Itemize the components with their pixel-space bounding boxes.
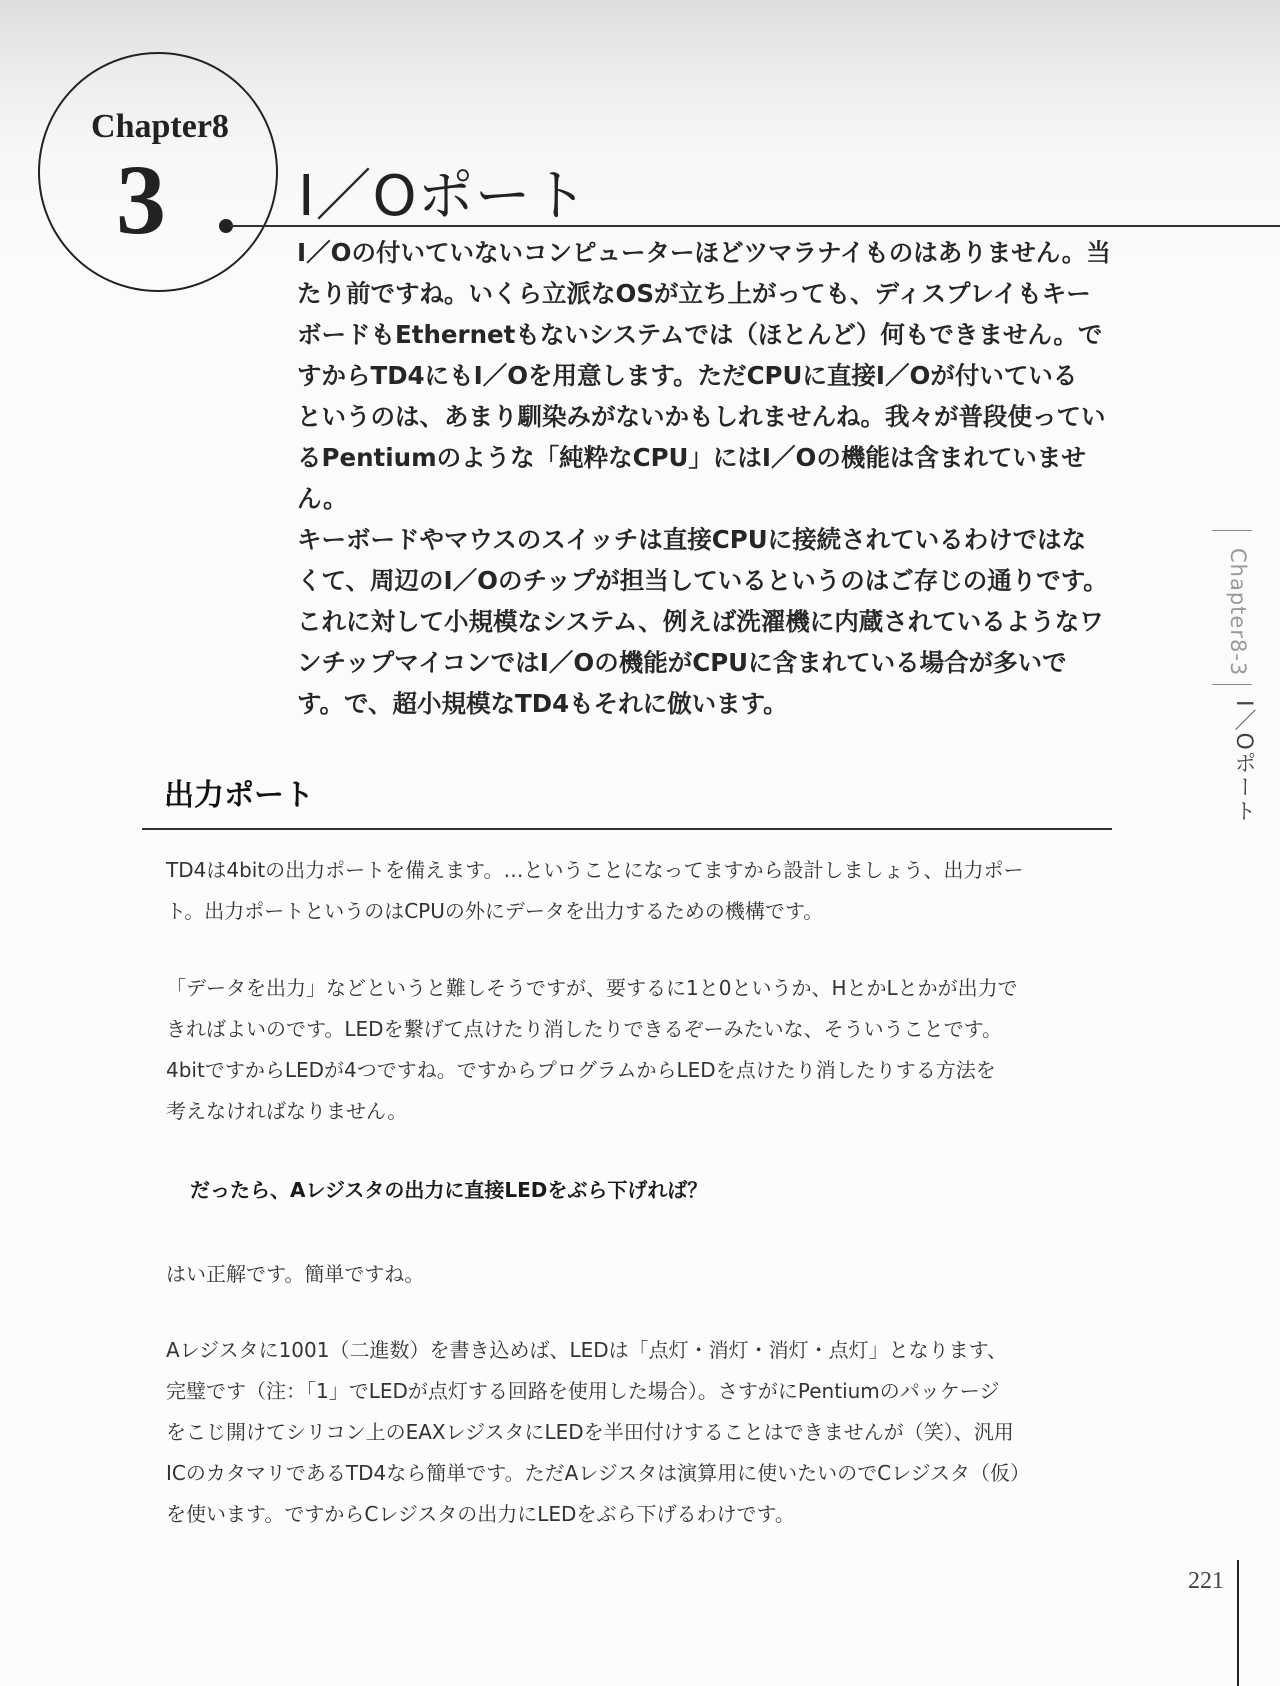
body-line: を使います。ですからCレジスタの出力にLEDをぶら下げるわけです。: [166, 1502, 795, 1526]
intro-paragraph: [297, 232, 1117, 724]
chapter-number: 3: [116, 144, 166, 255]
body-line: をこじ開けてシリコン上のEAXレジスタにLEDを半田付けすることはできませんが（笑）、汎用: [166, 1420, 1014, 1444]
intro-line: す。で、超小規模なTD4もそれに倣います。: [297, 689, 788, 718]
body-line: ICのカタマリであるTD4なら簡単です。ただAレジスタは演算用に使いたいのでCレジスタ（仮）: [166, 1461, 1031, 1485]
page-edge-rule: [1237, 1560, 1239, 1686]
side-tab-divider: [1212, 530, 1252, 531]
intro-line: すからTD4にもI／Oを用意します。ただCPUに直接I／Oが付いている: [297, 361, 1078, 390]
intro-line: キーボードやマウスのスイッチは直接CPUに接続されているわけではな: [297, 525, 1087, 554]
section-heading-rule: [142, 828, 1112, 830]
paragraph-1: [166, 850, 1126, 932]
intro-line: これに対して小規模なシステム、例えば洗濯機に内蔵されているようなワ: [297, 607, 1104, 636]
paragraph-2: [166, 968, 1126, 1132]
intro-line: I／Oの付いていないコンピューターほどツマラナイものはありません。当: [297, 238, 1111, 267]
intro-line: るPentiumのような「純粋なCPU」にはI／Oの機能は含まれていません。: [297, 443, 1086, 513]
intro-line: ボードもEthernetもないシステムでは（ほとんど）何もできません。で: [297, 320, 1103, 349]
intro-line: たり前ですね。いくら立派なOSが立ち上がっても、ディスプレイもキー: [297, 279, 1091, 308]
side-tab-chapter: Chapter8-3: [1226, 548, 1250, 677]
intro-line: というのは、あまり馴染みがないかもしれませんね。我々が普段使ってい: [297, 402, 1106, 431]
chapter-label: Chapter8: [91, 108, 229, 145]
body-line: 完璧です（注：「1」でLEDが点灯する回路を使用した場合）。さすがにPentiumのパッケージ: [166, 1379, 1000, 1403]
body-line: ト。出力ポートというのはCPUの外にデータを出力するための機構です。: [166, 899, 824, 923]
body-line: 考えなければなりません。: [166, 1099, 408, 1123]
side-tab-section: I／Oポート: [1231, 700, 1256, 824]
paragraph-3: [166, 1330, 1126, 1535]
body-line: 「データを出力」などというと難しそうですが、要するに1と0というか、HとかLとかが出力で: [166, 976, 1018, 1000]
body-line: Aレジスタに1001（二進数）を書き込めば、LEDは「点灯・消灯・消灯・点灯」となります、: [166, 1338, 1008, 1362]
intro-line: くて、周辺のI／Oのチップが担当しているというのはご存じの通りです。: [297, 566, 1108, 595]
page-number: 221: [1188, 1568, 1224, 1594]
intro-line: ンチップマイコンではI／Oの機能がCPUに含まれている場合が多いで: [297, 648, 1067, 677]
side-tab-divider: [1212, 684, 1252, 685]
question-line: だったら、Aレジスタの出力に直接LEDをぶら下げれば？: [190, 1178, 708, 1202]
answer-line: はい正解です。簡単ですね。: [166, 1262, 425, 1286]
body-line: TD4は4bitの出力ポートを備えます。…ということになってますから設計しましょう、出力ポー: [166, 858, 1024, 882]
section-heading: 出力ポート: [164, 778, 314, 813]
page-title: I／Oポート: [298, 164, 589, 229]
body-line: きればよいのです。LEDを繋げて点けたり消したりできるぞーみたいな、そういうことです。: [166, 1017, 1002, 1041]
body-line: 4bitですからLEDが4つですね。ですからプログラムからLEDを点けたり消したりする方法を: [166, 1058, 996, 1082]
